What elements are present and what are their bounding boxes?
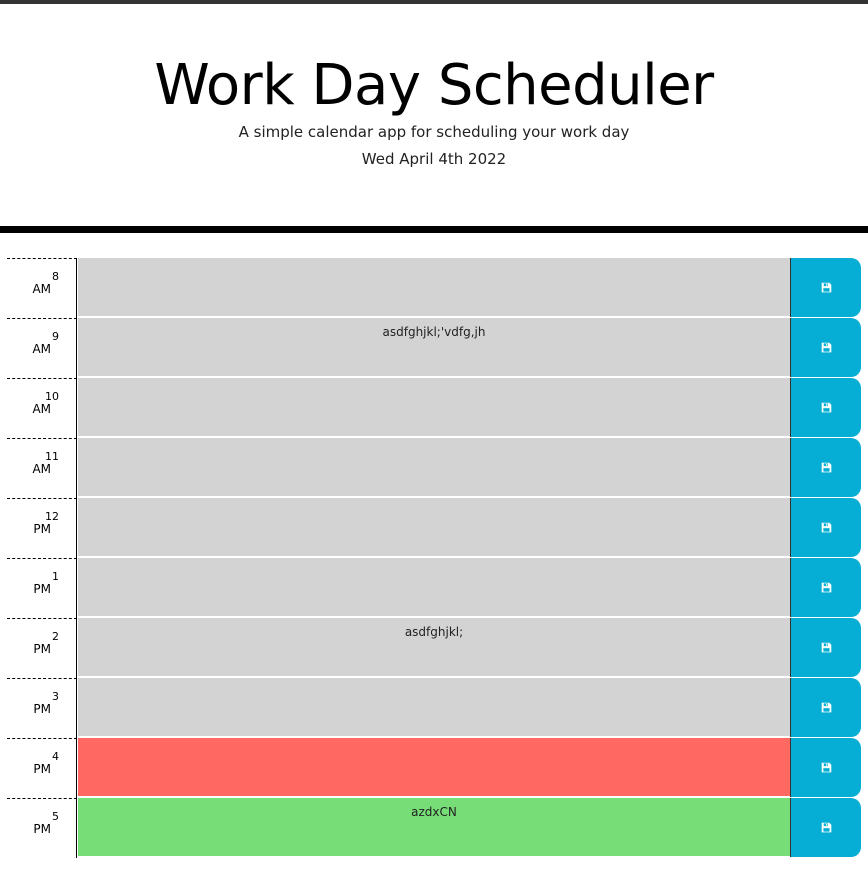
save-button[interactable] [790, 618, 861, 677]
time-block [0, 678, 868, 738]
hour-label [7, 318, 77, 378]
floppy-disk-icon [821, 642, 832, 653]
hour-meridiem: PM [33, 702, 51, 716]
hour-meridiem: PM [33, 822, 51, 836]
time-block [0, 498, 868, 558]
schedule-container [0, 258, 868, 858]
page-subtitle: A simple calendar app for scheduling your work day [238, 123, 630, 141]
hour-number: 11 [45, 450, 59, 463]
event-description[interactable]: asdfghjkl; [78, 618, 790, 677]
event-description[interactable]: azdxCN [78, 798, 790, 857]
floppy-disk-icon [821, 522, 832, 533]
save-button[interactable] [790, 498, 861, 557]
event-description[interactable] [78, 738, 790, 797]
hour-meridiem: AM [32, 402, 51, 416]
time-block [0, 798, 868, 858]
hour-meridiem: PM [33, 642, 51, 656]
floppy-disk-icon [821, 702, 832, 713]
hour-label [7, 258, 77, 318]
header-divider [0, 226, 868, 233]
floppy-disk-icon [821, 582, 832, 593]
hour-meridiem: PM [33, 582, 51, 596]
hour-number: 4 [52, 750, 59, 763]
floppy-disk-icon [821, 282, 832, 293]
current-day: Wed April 4th 2022 [361, 150, 507, 168]
save-button[interactable] [790, 558, 861, 617]
save-button[interactable] [790, 678, 861, 737]
hour-label [7, 558, 77, 618]
time-block [0, 438, 868, 498]
hour-meridiem: AM [32, 342, 51, 356]
hour-meridiem: AM [32, 282, 51, 296]
save-button[interactable] [790, 378, 861, 437]
event-description[interactable] [78, 498, 790, 557]
event-description[interactable] [78, 438, 790, 497]
time-block [0, 558, 868, 618]
floppy-disk-icon [821, 762, 832, 773]
page-title: Work Day Scheduler [154, 53, 714, 118]
hour-number: 9 [52, 330, 59, 343]
save-button[interactable] [790, 318, 861, 377]
floppy-disk-icon [821, 462, 832, 473]
hour-label [7, 678, 77, 738]
hour-number: 2 [52, 630, 59, 643]
save-button[interactable] [790, 738, 861, 797]
hour-meridiem: PM [33, 522, 51, 536]
hour-number: 8 [52, 270, 59, 283]
hour-label [7, 738, 77, 798]
hour-label [7, 378, 77, 438]
floppy-disk-icon [821, 342, 832, 353]
floppy-disk-icon [821, 402, 832, 413]
hour-label [7, 798, 77, 858]
event-description[interactable]: asdfghjkl;'vdfg,jh [78, 318, 790, 377]
event-description[interactable] [78, 258, 790, 317]
time-block [0, 618, 868, 678]
save-button[interactable] [790, 258, 861, 317]
page-header [0, 4, 868, 228]
hour-label [7, 618, 77, 678]
hour-number: 12 [45, 510, 59, 523]
time-block [0, 378, 868, 438]
hour-number: 5 [52, 810, 59, 823]
hour-number: 3 [52, 690, 59, 703]
event-description[interactable] [78, 558, 790, 617]
event-description[interactable] [78, 378, 790, 437]
hour-meridiem: AM [32, 462, 51, 476]
hour-label [7, 438, 77, 498]
time-block [0, 738, 868, 798]
hour-meridiem: PM [33, 762, 51, 776]
save-button[interactable] [790, 438, 861, 497]
event-description[interactable] [78, 678, 790, 737]
floppy-disk-icon [821, 822, 832, 833]
time-block [0, 258, 868, 318]
hour-number: 10 [45, 390, 59, 403]
hour-number: 1 [52, 570, 59, 583]
save-button[interactable] [790, 798, 861, 857]
time-block [0, 318, 868, 378]
hour-label [7, 498, 77, 558]
